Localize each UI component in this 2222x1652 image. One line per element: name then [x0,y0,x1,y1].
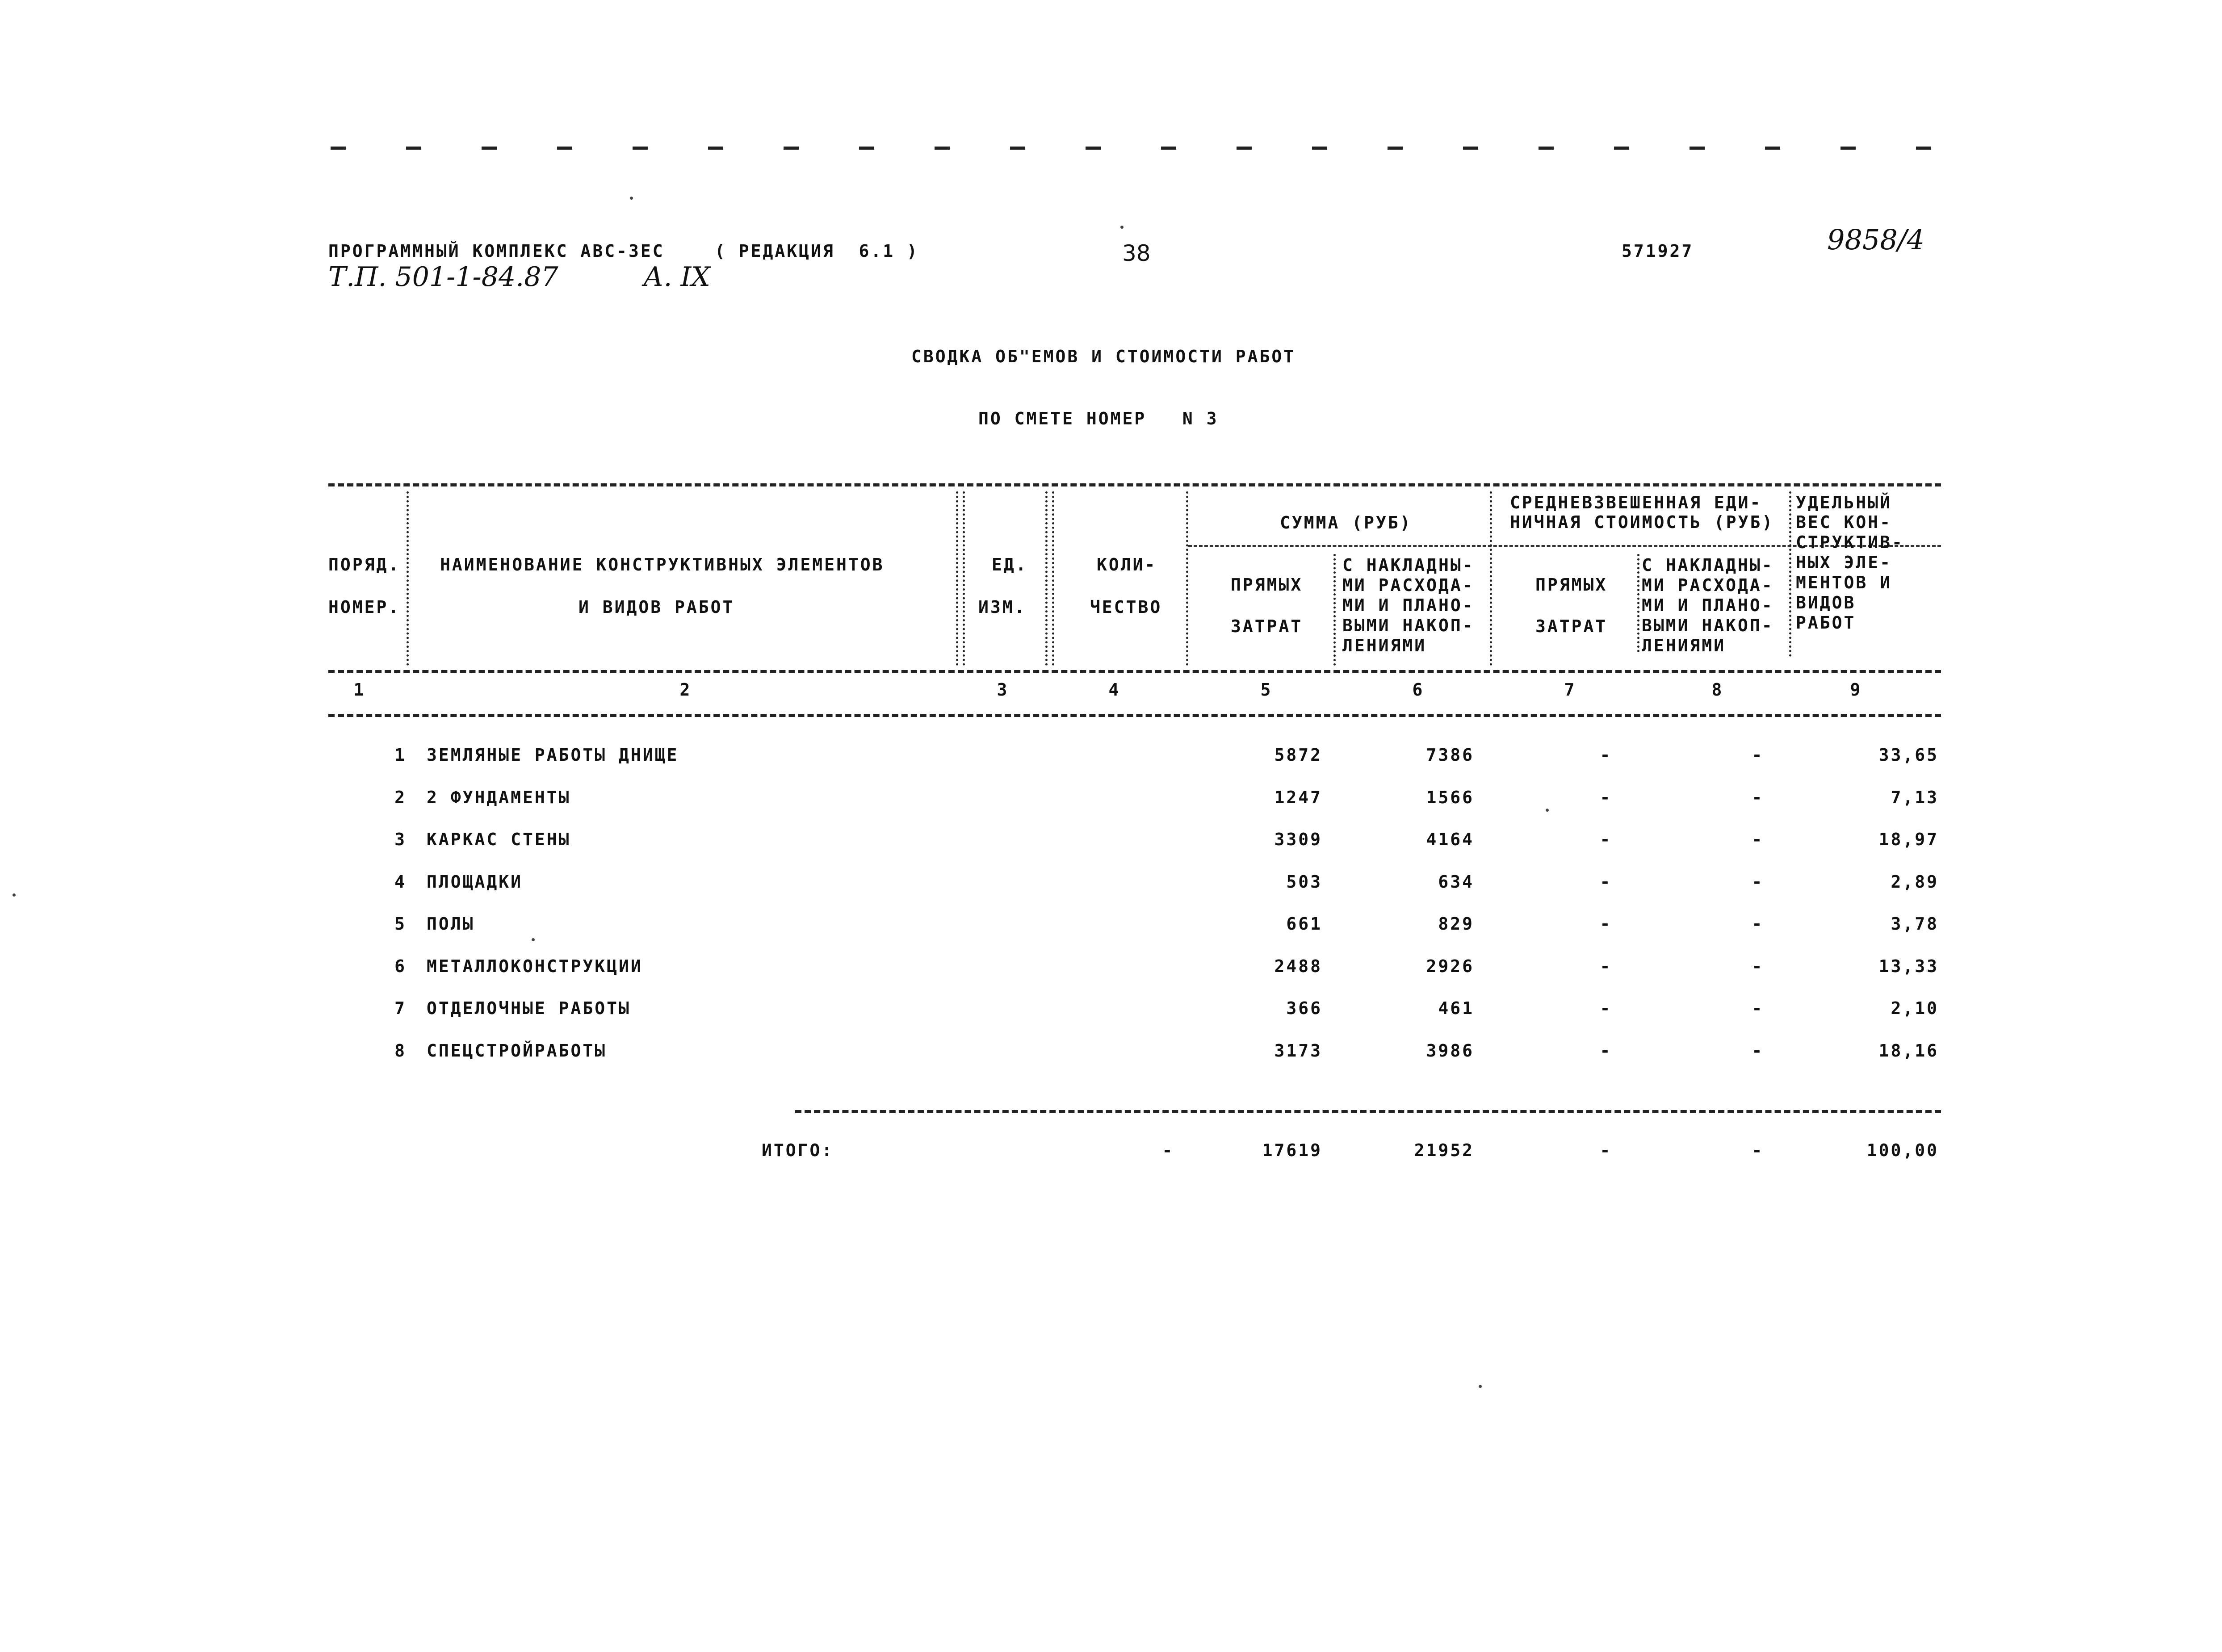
separator-dash [1010,147,1025,150]
col-overhead-header: МИ И ПЛАНО- [1342,595,1475,615]
row-overhead-cost: 3986 [1426,1041,1474,1061]
row-number: 4 [394,872,407,892]
col-separator [407,491,409,666]
row-work-name: 2 ФУНДАМЕНТЫ [427,788,571,807]
row-direct-cost: 366 [1286,998,1322,1018]
row-share: 3,78 [1891,914,1939,934]
col-separator [1333,554,1336,666]
separator-dash [1916,147,1931,150]
handwritten-project-code: Т.П. 501-1-84.87 [328,261,558,293]
column-number: 4 [1108,680,1121,700]
row-share: 18,16 [1878,1041,1939,1061]
row-work-name: СПЕЦСТРОЙРАБОТЫ [427,1041,607,1061]
col-avg-overhead-header: МИ И ПЛАНО- [1642,595,1774,615]
handwritten-album: А. IX [643,261,710,293]
row-number: 1 [394,745,407,765]
separator-dash [859,147,874,150]
scan-speck [1120,226,1124,229]
col-share-header: МЕНТОВ И [1796,573,1892,592]
total-quantity: - [1162,1140,1174,1160]
total-overhead: 21952 [1414,1140,1474,1160]
col-avg-direct-header: ПРЯМЫХ [1535,575,1608,595]
row-direct-cost: 5872 [1274,745,1322,765]
row-work-name: ОТДЕЛОЧНЫЕ РАБОТЫ [427,998,631,1018]
col-name-header: НАИМЕНОВАНИЕ КОНСТРУКТИВНЫХ ЭЛЕМЕНТОВ [440,555,885,574]
document-code: 571927 [1622,241,1694,261]
row-avg-direct: - [1600,830,1612,849]
row-overhead-cost: 2926 [1426,956,1474,976]
col-direct-header: ПРЯМЫХ [1231,575,1303,595]
separator-dash [1539,147,1554,150]
program-name: ПРОГРАММНЫЙ КОМПЛЕКС АВС-3ЕС [328,241,665,261]
row-avg-direct: - [1600,956,1612,976]
column-numbers-rule [328,714,1941,717]
column-number: 2 [679,680,692,700]
col-overhead-header: ВЫМИ НАКОП- [1342,616,1475,635]
col-quantity-header: ЧЕСТВО [1090,597,1162,617]
col-separator [963,491,965,666]
col-share-header: ВЕС КОН- [1796,512,1892,532]
col-order-header: НОМЕР. [328,597,401,617]
col-unit-header: ЕД. [992,555,1028,574]
handwritten-archive-number: 9858/4 [1827,223,1925,256]
avg-cost-group-header: НИЧНАЯ СТОИМОСТЬ (РУБ) [1510,512,1774,532]
separator-dash [784,147,799,150]
col-avg-overhead-header: МИ РАСХОДА- [1642,575,1774,595]
row-direct-cost: 1247 [1274,788,1322,807]
col-avg-overhead-header: ЛЕНИЯМИ [1642,636,1726,655]
row-share: 7,13 [1891,788,1939,807]
col-separator [1637,554,1639,652]
separator-dash [1690,147,1705,150]
column-number: 9 [1850,680,1862,700]
separator-dash [1765,147,1780,150]
col-order-header: ПОРЯД. [328,555,401,574]
row-avg-overhead: - [1752,956,1764,976]
total-share: 100,00 [1866,1140,1939,1160]
row-avg-overhead: - [1752,745,1764,765]
column-number: 7 [1564,680,1576,700]
row-avg-direct: - [1600,788,1612,807]
col-separator [1186,491,1188,666]
separator-dash [557,147,572,150]
col-name-header: И ВИДОВ РАБОТ [579,597,735,617]
col-separator [1490,491,1492,666]
row-direct-cost: 3309 [1274,830,1322,849]
separator-dash [406,147,421,150]
scan-speck [1479,1385,1482,1388]
col-share-header: УДЕЛЬНЫЙ [1796,493,1892,512]
col-direct-header: ЗАТРАТ [1231,616,1303,636]
column-number: 6 [1412,680,1425,700]
row-work-name: ПЛОЩАДКИ [427,872,523,892]
separator-dash [331,147,346,150]
col-overhead-header: МИ РАСХОДА- [1342,575,1475,595]
row-share: 13,33 [1878,956,1939,976]
row-avg-direct: - [1600,914,1612,934]
col-share-header: НЫХ ЭЛЕ- [1796,553,1892,572]
col-overhead-header: С НАКЛАДНЫ- [1342,555,1475,575]
row-overhead-cost: 634 [1438,872,1474,892]
col-avg-direct-header: ЗАТРАТ [1535,616,1608,636]
row-overhead-cost: 7386 [1426,745,1474,765]
document-title: СВОДКА ОБ"ЕМОВ И СТОИМОСТИ РАБОТ [911,347,1296,366]
total-direct: 17619 [1262,1140,1322,1160]
column-number: 5 [1260,680,1273,700]
column-number: 1 [353,680,366,700]
row-direct-cost: 661 [1286,914,1322,934]
col-separator [1045,491,1048,666]
separator-dash [1840,147,1856,150]
row-avg-overhead: - [1752,998,1764,1018]
col-unit-header: ИЗМ. [978,597,1027,617]
col-quantity-header: КОЛИ- [1097,555,1157,574]
row-direct-cost: 2488 [1274,956,1322,976]
total-avg-overhead: - [1752,1140,1764,1160]
row-overhead-cost: 461 [1438,998,1474,1018]
col-share-header: ВИДОВ [1796,593,1856,612]
separator-dash [708,147,723,150]
row-avg-direct: - [1600,998,1612,1018]
scan-speck [532,938,535,941]
page-number: 38 [1122,240,1151,266]
scan-speck [13,893,16,897]
separator-dash [935,147,950,150]
separator-dash [1237,147,1252,150]
row-share: 18,97 [1878,830,1939,849]
total-rule [795,1110,1941,1113]
row-work-name: ПОЛЫ [427,914,475,934]
row-direct-cost: 503 [1286,872,1322,892]
row-share: 2,89 [1891,872,1939,892]
table-top-rule [328,483,1941,486]
col-overhead-header: ЛЕНИЯМИ [1342,636,1427,655]
row-number: 3 [394,830,407,849]
row-direct-cost: 3173 [1274,1041,1322,1061]
row-overhead-cost: 1566 [1426,788,1474,807]
col-share-header: РАБОТ [1796,613,1856,633]
row-avg-overhead: - [1752,872,1764,892]
total-avg-direct: - [1600,1140,1612,1160]
row-share: 33,65 [1878,745,1939,765]
column-number: 3 [997,680,1009,700]
scan-speck [1546,809,1549,812]
row-avg-overhead: - [1752,914,1764,934]
row-share: 2,10 [1891,998,1939,1018]
separator-dash [482,147,497,150]
row-avg-direct: - [1600,872,1612,892]
row-avg-overhead: - [1752,830,1764,849]
row-work-name: МЕТАЛЛОКОНСТРУКЦИИ [427,956,643,976]
separator-dash [1312,147,1327,150]
avg-cost-group-header: СРЕДНЕВЗВЕШЕННАЯ ЕДИ- [1510,493,1762,512]
row-number: 6 [394,956,407,976]
scan-speck [630,197,633,200]
column-number: 8 [1711,680,1724,700]
col-avg-overhead-header: С НАКЛАДНЫ- [1642,555,1774,575]
separator-dash [1388,147,1403,150]
row-number: 2 [394,788,407,807]
row-number: 7 [394,998,407,1018]
separator-dash [633,147,648,150]
col-separator [1789,491,1791,657]
row-number: 5 [394,914,407,934]
row-work-name: КАРКАС СТЕНЫ [427,830,571,849]
row-number: 8 [394,1041,407,1061]
col-avg-overhead-header: ВЫМИ НАКОП- [1642,616,1774,635]
header-bottom-rule [328,670,1941,673]
row-avg-direct: - [1600,1041,1612,1061]
edition-label: ( РЕДАКЦИЯ 6.1 ) [715,241,919,261]
col-share-header: СТРУКТИВ- [1796,532,1904,552]
row-work-name: ЗЕМЛЯНЫЕ РАБОТЫ ДНИЩЕ [427,745,679,765]
sum-group-header: СУММА (РУБ) [1280,513,1412,532]
estimate-number: ПО СМЕТЕ НОМЕР N 3 [978,409,1219,428]
row-overhead-cost: 4164 [1426,830,1474,849]
separator-dash [1161,147,1176,150]
row-avg-overhead: - [1752,1041,1764,1061]
total-label: ИТОГО: [762,1140,834,1160]
separator-dash [1086,147,1101,150]
row-avg-overhead: - [1752,788,1764,807]
separator-dash [1614,147,1629,150]
row-avg-direct: - [1600,745,1612,765]
separator-dash [1463,147,1478,150]
col-separator [1052,491,1054,666]
col-separator [956,491,958,666]
row-overhead-cost: 829 [1438,914,1474,934]
